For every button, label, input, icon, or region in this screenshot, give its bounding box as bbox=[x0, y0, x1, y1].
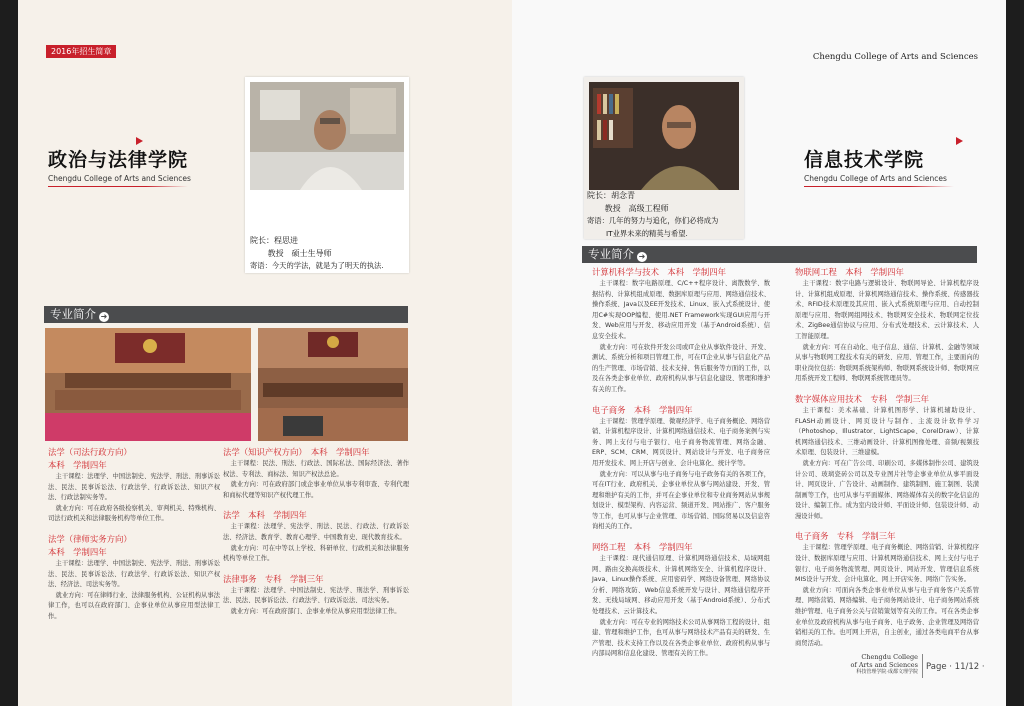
program-law-admin bbox=[48, 446, 220, 525]
program-name: 电子商务 本科 学制四年 bbox=[592, 404, 693, 415]
program-courses: 主干课程：法理学、中国法制史、宪法学、刑法、刑事诉讼法、民法、民事诉讼法、行政法学、行政诉讼法、知识产权法、经济法、司法实务等。 bbox=[48, 559, 220, 589]
program-career: 就业方向：可在专业的网络技术公司从事网络工程的设计、组建、管理和维护工作，也可从事与网络技术产品有关的研发、生产管理、技术支持工作以及在各类企事业单位、政府机构从事与内部局网和信息化建设、管理有关的工作。 bbox=[592, 618, 770, 658]
arrow-circle-icon: ➜ bbox=[100, 312, 108, 321]
program-name: 法学（律师实务方向） bbox=[48, 533, 132, 544]
dean-message-2: IT业界未来的精英与希望. bbox=[605, 228, 688, 238]
page-title: 政治与法律学院 bbox=[48, 149, 189, 171]
program-name: 法学（司法行政方向） bbox=[48, 447, 132, 457]
program-ecommerce-junior bbox=[795, 530, 979, 649]
program-digital-media bbox=[795, 393, 979, 523]
program-law-ip bbox=[223, 446, 409, 501]
courtroom-photo-1 bbox=[45, 328, 251, 441]
program-iot bbox=[795, 266, 979, 385]
right-page bbox=[512, 0, 1006, 706]
program-career: 就业方向：可在政府各级检察机关、审判机关、特殊机构、司法行政机关和法律服务机构等单位工作。 bbox=[48, 504, 220, 523]
program-courses: 主干课程：数字电路原理、C/C++程序设计、离散数学、数据结构、计算机组成原理、数据库原理与应用、网络通信技术、操作系统、Java以及EE开发技术、Linux、嵌入式系统设计、使用C#实现OOP编程、使用.NET Framework实现GUI应用与开发、Web应用与开发、移动应用开发（基于Android系统）、信息安全技术。 bbox=[592, 280, 770, 340]
program-courses: 主干课程：法理学、中国法制史、宪法学、刑法、刑事诉讼法、民法、民事诉讼法、行政法学、行政诉讼法、知识产权法、行政法制实务等。 bbox=[48, 473, 220, 502]
arrow-circle-icon: ➜ bbox=[638, 252, 646, 261]
program-cs bbox=[592, 266, 770, 396]
courtroom-photo-2 bbox=[258, 328, 408, 441]
footer-logo-line2: of Arts and Sciences bbox=[850, 660, 918, 669]
program-name: 计算机科学与技术 本科 学制四年 bbox=[592, 267, 726, 277]
program-name: 法学 本科 学制四年 bbox=[223, 510, 307, 521]
program-career: 就业方向：可在中等以上学校、科研单位、行政机关和法律服务机构等单位工作。 bbox=[223, 544, 409, 563]
page-subtitle: Chengdu College of Arts and Sciences bbox=[804, 174, 947, 183]
program-name: 数字媒体应用技术 专科 学制三年 bbox=[795, 393, 929, 404]
program-column-left bbox=[592, 266, 770, 668]
footer-divider bbox=[922, 654, 923, 678]
program-courses: 主干课程：法理学、宪法学、刑法、民法、行政法、行政诉讼法、经济法、教育学、教育心理学、中国教育史、现代教育技术。 bbox=[223, 523, 409, 541]
arrow-icon bbox=[136, 137, 143, 145]
section-bar bbox=[44, 306, 408, 323]
header-logo: Chengdu College of Arts and Sciences bbox=[812, 52, 978, 62]
title-rule bbox=[48, 186, 188, 187]
program-name: 法学（知识产权方向） 本科 学制四年 bbox=[223, 447, 370, 457]
dean-card bbox=[584, 77, 744, 239]
dean-photo bbox=[250, 82, 404, 190]
section-title: 专业简介 bbox=[50, 307, 96, 321]
dean-caption bbox=[250, 235, 408, 273]
dean-caption bbox=[587, 190, 743, 240]
program-courses: 主干课程：管理学原理、微观经济学、电子商务概论、网络营销、计算机程序设计、计算机网络通信技术、电子商务案例与实务、网上支付与电子银行、电子商务物流管理、网络金融、ERP、SCM、CRM、网页设计、网站设计与开发、电子商务应用开发技术、网上开店与创业、会计电算化、统计学等。 bbox=[592, 417, 770, 467]
program-courses: 主干课程：现代通信原理、计算机网络通信技术、局域网组网、路由交换高级技术、计算机网络安全、计算机程序设计、Java、Linux操作系统、应用密码学、网络设备管理、网络协议分析、网络攻防、Web信息系统开发与设计、网络通信程序开发、无线局域网、移动应用开发（基于Android系统）、分布式处理技术、云计算技术。 bbox=[592, 555, 770, 616]
left-page bbox=[18, 0, 512, 706]
dean-name: 院长：程思进 bbox=[250, 236, 298, 245]
program-name: 法律事务 专科 学制三年 bbox=[223, 573, 324, 584]
program-column-right bbox=[223, 446, 409, 626]
page-subtitle: Chengdu College of Arts and Sciences bbox=[48, 174, 191, 183]
program-courses: 主干课程：管理学原理、电子商务概论、网络营销、计算机程序设计、数据库原理与应用、计算机网络通信技术、网上支付与电子银行、电子商务物流管理、网页设计、网站开发、管理信息系统MIS设计与开发、会计电算化、网上开店实务、网络广告实务。 bbox=[795, 544, 979, 584]
program-career: 就业方向：可在律师行业、法律服务机构、公证机构从事法律工作，也可以在政府部门、企事业单位从事应用型法律工作。 bbox=[48, 591, 220, 620]
program-sub: 本科 学制四年 bbox=[48, 460, 107, 470]
program-career: 就业方向：可在软件开发公司或IT企业从事软件设计、开发、测试、系统分析和项目管理工作，可在IT企业从事与信息化产品的生产管理、市场营销、技术支持、售后服务等方面的工作，以及在各类企事业单位、政府机构从事与信息化建设、管理和维护有关的工作。 bbox=[592, 343, 770, 393]
program-courses: 主干课程：法理学、中国法制史、宪法学、刑法学、刑事诉讼法、民法、民事诉讼法、行政法学、行政诉讼法、司法实务。 bbox=[223, 586, 409, 605]
footer-logo bbox=[846, 654, 918, 677]
year-badge: 2016年招生简章 bbox=[46, 45, 116, 58]
dean-photo bbox=[589, 82, 739, 190]
dean-message: 寄语：今天的学法，就是为了明天的执法. bbox=[250, 261, 384, 270]
program-law bbox=[223, 509, 409, 564]
program-courses: 主干课程：民法、刑法、行政法、国际私法、国际经济法、著作权法、专利法、商标法、知识产权法总论。 bbox=[223, 460, 409, 478]
dean-title: 教授 硕士生导师 bbox=[267, 248, 332, 258]
program-career: 就业方向：可在政府部门、企事业单位从事应用型法律工作。 bbox=[230, 607, 401, 615]
program-courses: 主干课程：美术基础、计算机图形学、计算机辅助设计、FLASH动画设计、网页设计与制作、主流设计软件学习（Photoshop、Illustrator、LightScape、CorelDraw）、计算机网络通信技术、三维动画设计、计算机图像处理、音频/视频技术原理、包装设计、三维建模。 bbox=[795, 406, 979, 457]
program-sub: 本科 学制四年 bbox=[48, 546, 107, 557]
dean-name: 院长：胡念青 bbox=[587, 191, 635, 200]
program-network bbox=[592, 541, 770, 660]
program-law-lawyer bbox=[48, 533, 220, 623]
program-career: 就业方向：可在政府部门或企事业单位从事专利审查、专利代理和商标代理等知识产权代理工作。 bbox=[223, 481, 409, 499]
program-name: 物联网工程 本科 学制四年 bbox=[795, 267, 904, 277]
section-title: 专业简介 bbox=[588, 247, 634, 261]
program-legal-affairs bbox=[223, 573, 409, 618]
program-career: 就业方向：可在自动化、电子信息、通信、计算机、金融等领域从事与物联网工程技术有关的研发、应用、管理工作，主要面向的职业岗位包括：物联网系统架构师、物联网系统设计师、物联网应用系统开发工程师、物联网系统管理员等。 bbox=[795, 343, 979, 383]
program-column-right bbox=[795, 266, 979, 657]
footer-logo-line3: 科技管理学院·成都文理学院 bbox=[856, 669, 918, 675]
program-courses: 主干课程：数字电路与逻辑设计、物联网导论、计算机程序设计、计算机组成原理、计算机网络通信技术、操作系统、传感器技术、RFID技术原理及其应用、嵌入式系统原理与应用、自动控制原理与应用、物联网组网技术、物联网安全技术、物联网定位技术、ZigBee通信协议与应用、分布式处理技术、云计算技术、人工智能原理。 bbox=[795, 280, 979, 340]
dean-title: 教授 高级工程师 bbox=[604, 203, 669, 213]
program-column-left bbox=[48, 446, 220, 631]
program-name: 网络工程 本科 学制四年 bbox=[592, 542, 693, 553]
program-ecommerce bbox=[592, 404, 770, 534]
college-title-block bbox=[48, 145, 191, 187]
dean-card bbox=[245, 77, 409, 273]
program-name: 电子商务 专科 学制三年 bbox=[795, 531, 896, 542]
college-title-block bbox=[804, 145, 954, 187]
dean-message: 寄语：几年的努力与追化，你们必将成为 bbox=[587, 216, 719, 225]
section-bar bbox=[582, 246, 977, 263]
arrow-icon bbox=[956, 137, 963, 145]
footer-logo-line1: Chengdu College bbox=[861, 653, 918, 661]
page-title: 信息技术学院 bbox=[804, 149, 925, 171]
program-career: 就业方向：可面向各类企事业单位从事与电子商务客户关系管理、网络营销、网络编辑、电子商务网站设计、电子商务网站系统维护管理、电子商务公关与营销策划等有关的工作。可在各类企事业单位及政府机构从事与电子商务、电子政务、企业管理及网络营销相关的工作。也可网上开店，自主创业，通过各类电商平台从事商贸活动。 bbox=[795, 586, 979, 647]
title-rule bbox=[804, 186, 954, 187]
program-career: 就业方向：可在广告公司、印刷公司、多媒体制作公司、建筑设计公司、玻璃瓷砖公司以及专业图片社等企事业单位从事平面设计、网页设计、广告设计、动画制作、建筑制图、施工制图、装潢制画等工作，也可从事与平面媒体、网络媒体有关的数字化信息的设计、编制工作。成为室内设计师、平面设计师、包装设计师、动漫设计师。 bbox=[795, 459, 979, 520]
page-number: Page · 11/12 · bbox=[926, 662, 985, 672]
program-career: 就业方向：可以从事与电子商务与电子政务有关的各项工作，可在IT行业、政府机关、企事业单位从事与网站建设、开发、管理和维护有关的工作，并可在企事业单位和专业商务网站从事规划设计、模型架构、内容运营、频道开发、网站推广、客户服务等工作，也可从事与企业管理、市场营销、国际贸易以及信息咨询相关的工作。 bbox=[592, 470, 770, 531]
